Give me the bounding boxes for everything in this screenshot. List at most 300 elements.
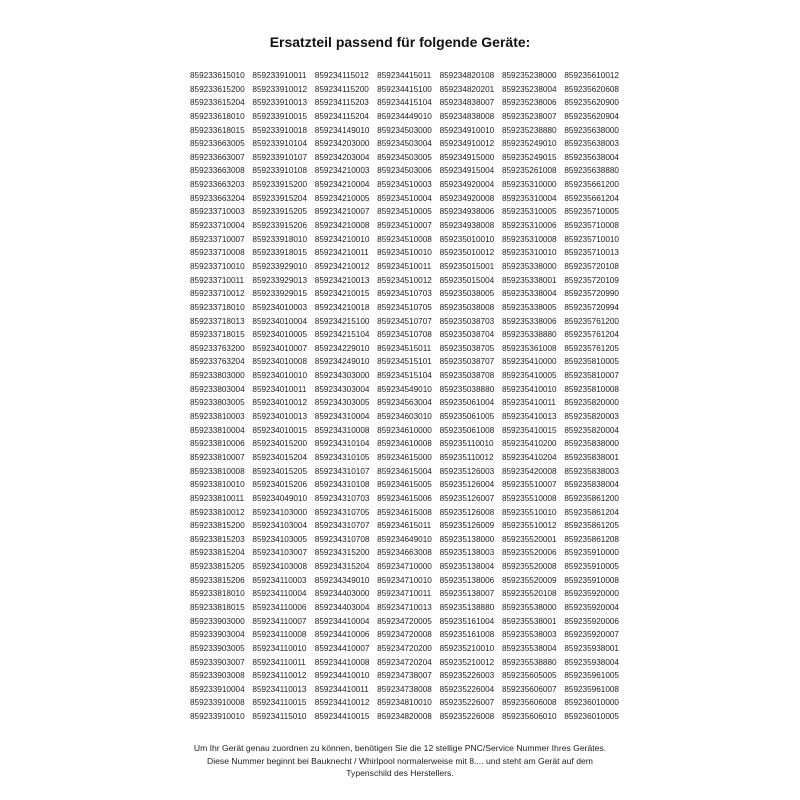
device-number: 859235920007 <box>564 630 619 640</box>
device-number: 859234663008 <box>377 548 432 558</box>
device-number: 859233615200 <box>190 84 245 94</box>
device-number: 859235161008 <box>439 630 495 640</box>
device-number: 859234310708 <box>314 534 370 544</box>
device-number: 859235606010 <box>501 712 557 722</box>
device-number: 859233915205 <box>252 207 308 217</box>
device-number: 859234410008 <box>314 657 370 667</box>
device-number: 859235510012 <box>501 521 557 531</box>
device-number: 859235126003 <box>439 466 495 476</box>
device-number: 859235720990 <box>564 289 619 299</box>
device-number: 859235061004 <box>439 398 495 408</box>
device-number: 859235605005 <box>501 671 557 681</box>
device-number: 859235038005 <box>439 289 495 299</box>
device-number: 859233710003 <box>190 207 245 217</box>
device-number: 859235810005 <box>564 357 619 367</box>
device-number: 859233810008 <box>190 466 245 476</box>
device-number: 859234015206 <box>252 480 308 490</box>
device-number: 859234603010 <box>377 412 432 422</box>
device-number: 859233815203 <box>190 534 245 544</box>
device-number: 859234510005 <box>377 207 432 217</box>
device-number: 859234229010 <box>314 343 370 353</box>
device-number: 859234615006 <box>377 493 432 503</box>
device-number: 859235015001 <box>439 261 495 271</box>
device-number: 859235338880 <box>501 330 557 340</box>
device-number: 859233810003 <box>190 412 245 422</box>
device-number: 859235938004 <box>564 657 619 667</box>
device-number: 859234110003 <box>252 575 307 585</box>
device-number: 859235410200 <box>501 439 557 449</box>
device-number: 859235226003 <box>439 671 495 681</box>
device-number: 859233618010 <box>190 111 245 121</box>
device-number: 859235138007 <box>439 589 495 599</box>
device-number: 859234115010 <box>252 712 307 722</box>
device-number: 859233763204 <box>190 357 245 367</box>
device-number: 859235920004 <box>564 602 619 612</box>
device-number: 859234210003 <box>314 166 370 176</box>
device-number: 859234310705 <box>314 507 370 517</box>
device-number: 859234010005 <box>252 330 308 340</box>
device-number: 859235038008 <box>439 302 495 312</box>
device-number: 859234510012 <box>377 275 432 285</box>
device-number: 859235410011 <box>501 398 556 408</box>
device-number: 859233663007 <box>190 152 245 162</box>
device-number: 859235810008 <box>564 384 619 394</box>
device-number: 859234110008 <box>252 630 307 640</box>
device-number: 859235910005 <box>564 562 619 572</box>
number-column-1 <box>190 69 252 724</box>
device-number: 859235238004 <box>501 84 557 94</box>
device-number: 859235606008 <box>501 698 557 708</box>
device-number: 859235838004 <box>564 480 619 490</box>
device-number: 859234010004 <box>252 316 308 326</box>
device-number: 859235761205 <box>564 343 619 353</box>
device-number: 859235910008 <box>564 575 619 585</box>
device-number: 859234203000 <box>314 139 370 149</box>
device-number: 859234349010 <box>314 575 370 585</box>
device-number: 859235138000 <box>439 534 495 544</box>
device-number: 859235110012 <box>439 452 494 462</box>
device-number: 859235861208 <box>564 534 619 544</box>
device-number: 859235638003 <box>564 139 619 149</box>
device-number: 859235638000 <box>564 125 619 135</box>
device-number: 859233910011 <box>252 71 307 80</box>
number-column-2 <box>252 69 314 724</box>
device-number: 859235238006 <box>501 98 557 108</box>
device-number: 859234010015 <box>252 425 308 435</box>
device-number: 859233763200 <box>190 343 245 353</box>
device-number: 859233663005 <box>190 139 245 149</box>
device-number: 859234403000 <box>314 589 370 599</box>
device-number: 859235520008 <box>501 562 557 572</box>
device-number: 859235720994 <box>564 302 619 312</box>
device-number: 859233815200 <box>190 521 245 531</box>
device-number: 859233810007 <box>190 452 245 462</box>
device-number: 859233903000 <box>190 616 245 626</box>
number-column-4 <box>377 69 439 724</box>
device-number: 859235310005 <box>501 207 557 217</box>
number-column-7 <box>564 69 626 724</box>
device-number: 859235310004 <box>501 193 557 203</box>
device-number: 859235510008 <box>501 493 557 503</box>
device-number: 859233910004 <box>190 684 245 694</box>
device-number: 859234310707 <box>314 521 370 531</box>
device-number: 859234315200 <box>314 548 370 558</box>
device-number: 859234649010 <box>377 534 432 544</box>
device-number: 859233818015 <box>190 602 245 612</box>
device-number: 859235138880 <box>439 602 495 612</box>
device-number: 859235538003 <box>501 630 557 640</box>
device-number: 859234115204 <box>314 111 369 121</box>
device-number: 859235661200 <box>564 180 619 190</box>
device-number: 859235610012 <box>564 71 619 80</box>
device-number: 859234515104 <box>377 371 432 381</box>
device-number: 859235038704 <box>439 330 495 340</box>
device-number: 859235710005 <box>564 207 619 217</box>
device-number: 859235606007 <box>501 684 557 694</box>
device-number: 859234310004 <box>314 412 370 422</box>
device-number: 859234110015 <box>252 698 307 708</box>
device-number: 859233618015 <box>190 125 245 135</box>
device-number: 859234820008 <box>377 712 432 722</box>
device-number: 859233915206 <box>252 221 308 231</box>
device-number: 859235015004 <box>439 275 495 285</box>
device-number: 859234503006 <box>377 166 432 176</box>
device-number: 859235820003 <box>564 412 619 422</box>
device-number: 859234110007 <box>252 616 307 626</box>
device-number: 859235249010 <box>501 139 557 149</box>
device-number: 859235538001 <box>501 616 557 626</box>
device-number: 859233663008 <box>190 166 245 176</box>
device-number: 859233815205 <box>190 562 245 572</box>
device-number: 859233663204 <box>190 193 245 203</box>
device-number: 859235038705 <box>439 343 495 353</box>
device-number: 859234210005 <box>314 193 370 203</box>
device-number: 859234738007 <box>377 671 432 681</box>
device-number: 859235361008 <box>501 343 557 353</box>
device-number: 859233918015 <box>252 248 308 258</box>
device-number: 859234215100 <box>314 316 370 326</box>
device-number: 859234710000 <box>377 562 432 572</box>
number-column-3 <box>315 69 377 724</box>
device-number: 859234410015 <box>314 712 370 722</box>
device-number: 859234510707 <box>377 316 432 326</box>
device-number: 859233718015 <box>190 330 245 340</box>
device-number: 859233910018 <box>252 125 308 135</box>
device-number: 859234103004 <box>252 521 308 531</box>
device-number: 859233803004 <box>190 384 245 394</box>
device-number: 859234210013 <box>314 275 370 285</box>
device-number: 859234103000 <box>252 507 308 517</box>
device-number: 859234110012 <box>252 671 307 681</box>
device-number: 859235410005 <box>501 371 557 381</box>
device-number: 859234615004 <box>377 466 432 476</box>
device-number: 859234115203 <box>314 98 369 108</box>
device-number: 859235061008 <box>439 425 495 435</box>
device-number: 859234510003 <box>377 180 432 190</box>
device-number: 859233710010 <box>190 261 245 271</box>
device-number: 859234010010 <box>252 371 308 381</box>
device-number: 859235661204 <box>564 193 619 203</box>
device-number: 859234510011 <box>377 261 432 271</box>
device-number: 859234010007 <box>252 343 308 353</box>
device-number: 859234010008 <box>252 357 308 367</box>
device-number: 859235820000 <box>564 398 619 408</box>
device-number: 859233929010 <box>252 261 308 271</box>
device-number: 859234838008 <box>439 111 495 121</box>
device-number: 859233615204 <box>190 98 245 108</box>
device-number: 859235420008 <box>501 466 557 476</box>
device-number: 859235838001 <box>564 452 619 462</box>
device-number: 859235126009 <box>439 521 495 531</box>
device-number: 859233903004 <box>190 630 245 640</box>
device-number: 859234710010 <box>377 575 432 585</box>
device-number: 859234710011 <box>377 589 432 599</box>
device-number: 859234410004 <box>314 616 370 626</box>
device-number: 859233710007 <box>190 234 245 244</box>
device-number: 859234710013 <box>377 602 432 612</box>
device-number: 859234938008 <box>439 221 495 231</box>
device-number: 859233929015 <box>252 289 308 299</box>
device-number: 859233710011 <box>190 275 245 285</box>
device-number: 859235510007 <box>501 480 557 490</box>
device-number: 859235210010 <box>439 643 495 653</box>
device-number: 859234510004 <box>377 193 432 203</box>
device-number: 859234510007 <box>377 221 432 231</box>
device-number: 859234738008 <box>377 684 432 694</box>
device-number: 859235710010 <box>564 234 619 244</box>
device-number: 859233810011 <box>190 493 245 503</box>
device-number: 859235410010 <box>501 384 557 394</box>
device-number: 859235126004 <box>439 480 495 490</box>
device-number: 859234110011 <box>252 657 306 667</box>
device-number: 859233910104 <box>252 139 308 149</box>
device-number: 859234203004 <box>314 152 370 162</box>
device-number: 859234110004 <box>252 589 307 599</box>
device-number: 859233818010 <box>190 589 245 599</box>
device-number: 859235138003 <box>439 548 495 558</box>
device-number: 859234015204 <box>252 452 308 462</box>
device-number: 859235820004 <box>564 425 619 435</box>
device-number: 859234210008 <box>314 221 370 231</box>
device-number: 859233910010 <box>190 712 245 722</box>
device-number: 859235861200 <box>564 493 619 503</box>
device-number: 859235538004 <box>501 643 557 653</box>
device-number: 859235310010 <box>501 248 557 258</box>
device-number: 859234838007 <box>439 98 495 108</box>
device-number: 859233903007 <box>190 657 245 667</box>
device-number: 859233810010 <box>190 480 245 490</box>
device-number: 859234210007 <box>314 207 370 217</box>
device-number: 859234015205 <box>252 466 308 476</box>
device-number: 859233915204 <box>252 193 308 203</box>
device-number: 859234210004 <box>314 180 370 190</box>
device-number: 859235638004 <box>564 152 619 162</box>
device-number: 859233918010 <box>252 234 308 244</box>
device-number: 859234303004 <box>314 384 370 394</box>
device-number: 859234310107 <box>314 466 370 476</box>
device-number: 859235110010 <box>439 439 494 449</box>
device-number: 859234049010 <box>252 493 308 503</box>
device-number: 859234410007 <box>314 643 370 653</box>
device-number: 859234615008 <box>377 507 432 517</box>
device-number: 859234010011 <box>252 384 307 394</box>
device-number: 859235410013 <box>501 412 557 422</box>
device-number: 859235710008 <box>564 221 619 231</box>
device-number: 859235261008 <box>501 166 557 176</box>
device-number: 859235720108 <box>564 261 619 271</box>
device-number: 859234515101 <box>377 357 432 367</box>
device-number: 859235138004 <box>439 562 495 572</box>
device-number: 859235861205 <box>564 521 619 531</box>
device-number: 859234310703 <box>314 493 370 503</box>
device-number: 859234920004 <box>439 180 495 190</box>
device-number: 859234410010 <box>314 671 370 681</box>
device-number: 859234310105 <box>314 452 370 462</box>
device-number: 859235010012 <box>439 248 495 258</box>
page-title: Ersatzteil passend für folgende Geräte: <box>269 34 531 50</box>
device-number: 859233910107 <box>252 152 308 162</box>
device-number: 859235310008 <box>501 234 557 244</box>
device-number: 859234615011 <box>377 521 432 531</box>
device-number: 859235720109 <box>564 275 619 285</box>
device-number: 859233710012 <box>190 289 245 299</box>
device-number: 859235520108 <box>501 589 557 599</box>
device-number: 859235838000 <box>564 439 619 449</box>
device-number: 859235920000 <box>564 589 619 599</box>
device-number: 859234103005 <box>252 534 308 544</box>
device-number: 859234915004 <box>439 166 495 176</box>
device-number: 859234503000 <box>377 125 432 135</box>
device-number: 859234820201 <box>439 84 495 94</box>
device-number: 859234810010 <box>377 698 432 708</box>
device-number: 859234510705 <box>377 302 432 312</box>
device-number: 859234503005 <box>377 152 432 162</box>
device-number: 859234010012 <box>252 398 308 408</box>
device-number: 859233803000 <box>190 371 245 381</box>
device-number: 859235038707 <box>439 357 495 367</box>
device-number: 859234110010 <box>252 643 307 653</box>
device-number: 859234610008 <box>377 439 432 449</box>
device-number: 859233915200 <box>252 180 308 190</box>
device-number: 859234615005 <box>377 480 432 490</box>
device-number: 859234920008 <box>439 193 495 203</box>
device-number: 859235538000 <box>501 602 557 612</box>
device-number: 859235126008 <box>439 507 495 517</box>
device-number: 859235038708 <box>439 371 495 381</box>
device-number: 859234303005 <box>314 398 370 408</box>
device-number: 859234103008 <box>252 562 308 572</box>
device-number: 859235010010 <box>439 234 495 244</box>
device-number: 859233710008 <box>190 248 245 258</box>
device-number: 859235920006 <box>564 616 619 626</box>
number-column-6 <box>502 69 564 724</box>
device-number: 859235238000 <box>501 71 557 80</box>
device-number: 859234110013 <box>252 684 307 694</box>
device-number: 859235538880 <box>501 657 557 667</box>
device-number: 859235410000 <box>501 357 557 367</box>
device-number: 859235238007 <box>501 111 557 121</box>
device-number: 859235961008 <box>564 684 619 694</box>
device-number: 859234510708 <box>377 330 432 340</box>
device-number: 859235620608 <box>564 84 619 94</box>
device-number: 859235938001 <box>564 643 619 653</box>
device-number: 859235638880 <box>564 166 619 176</box>
device-number: 859234215104 <box>314 330 370 340</box>
device-number: 859233815206 <box>190 575 245 585</box>
device-number: 859234210010 <box>314 234 370 244</box>
device-number: 859234415104 <box>377 98 432 108</box>
footer-line: Typenschild des Herstellers. <box>346 768 454 779</box>
device-number: 859233710004 <box>190 221 245 231</box>
device-number: 859233663203 <box>190 180 245 190</box>
device-number: 859235620904 <box>564 111 619 121</box>
device-number: 859233910015 <box>252 111 308 121</box>
device-number: 859235961005 <box>564 671 619 681</box>
device-number: 859233910108 <box>252 166 308 176</box>
device-number: 859236010005 <box>564 712 619 722</box>
device-number: 859234015200 <box>252 439 308 449</box>
device-number: 859234410012 <box>314 698 370 708</box>
device-number: 859234915000 <box>439 152 495 162</box>
device-number: 859234149010 <box>314 125 370 135</box>
device-number: 859234249010 <box>314 357 370 367</box>
device-number: 859234415011 <box>377 71 432 80</box>
device-number: 859234610000 <box>377 425 432 435</box>
device-number: 859233810004 <box>190 425 245 435</box>
device-number: 859234563004 <box>377 398 432 408</box>
device-number: 859234938006 <box>439 207 495 217</box>
device-number: 859235520009 <box>501 575 557 585</box>
device-number: 859233810012 <box>190 507 245 517</box>
device-number: 859235838003 <box>564 466 619 476</box>
device-number: 859234410011 <box>314 684 369 694</box>
device-number: 859234720200 <box>377 643 432 653</box>
device-number: 859235861204 <box>564 507 619 517</box>
device-number: 859233615010 <box>190 71 245 80</box>
device-number: 859235710013 <box>564 248 619 258</box>
device-number: 859235520001 <box>501 534 557 544</box>
device-number: 859233803005 <box>190 398 245 408</box>
device-number: 859234315204 <box>314 562 370 572</box>
device-number: 859234210018 <box>314 302 370 312</box>
device-number: 859235226007 <box>439 698 495 708</box>
device-number: 859234615000 <box>377 452 432 462</box>
device-number: 859235520006 <box>501 548 557 558</box>
device-number: 859235620900 <box>564 98 619 108</box>
device-number: 859234820108 <box>439 71 495 80</box>
device-number: 859235061005 <box>439 412 495 422</box>
device-number: 859235761204 <box>564 330 619 340</box>
device-number: 859234210011 <box>314 248 369 258</box>
device-number: 859235138006 <box>439 575 495 585</box>
footer-note <box>150 742 650 780</box>
device-number: 859234310008 <box>314 425 370 435</box>
number-column-5 <box>440 69 502 724</box>
device-number: 859234910010 <box>439 125 495 135</box>
device-number: 859236010000 <box>564 698 619 708</box>
device-number: 859233929013 <box>252 275 308 285</box>
part-number-table <box>190 69 627 724</box>
device-number: 859235338005 <box>501 302 557 312</box>
device-number: 859235410015 <box>501 425 557 435</box>
device-number: 859235510010 <box>501 507 557 517</box>
device-number: 859235761200 <box>564 316 619 326</box>
device-number: 859234720005 <box>377 616 432 626</box>
device-number: 859234310104 <box>314 439 370 449</box>
device-number: 859235226004 <box>439 684 495 694</box>
device-number: 859235338001 <box>501 275 557 285</box>
device-number: 859233910012 <box>252 84 308 94</box>
